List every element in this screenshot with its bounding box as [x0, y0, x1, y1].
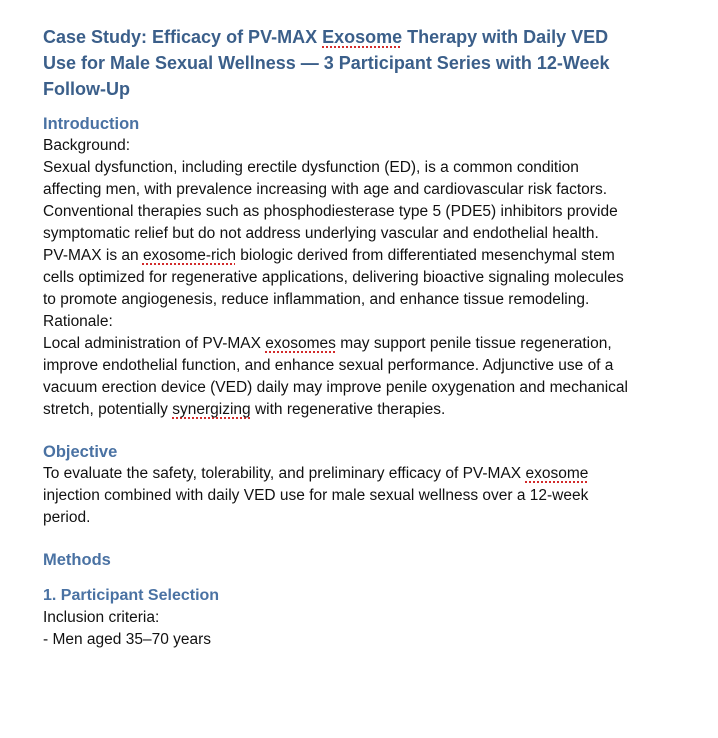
- inclusion-criteria-label: Inclusion criteria:: [43, 609, 160, 626]
- title-text-end: Therapy with Daily VED Use for Male Sexual Wellness — 3 Participant Series with 12-Week Follow-Up: [43, 27, 610, 99]
- spellcheck-flagged-word[interactable]: exosome-rich: [142, 247, 236, 264]
- introduction-heading: Introduction: [43, 115, 140, 133]
- background-p2-start: PV-MAX is an: [43, 247, 143, 264]
- objective-end: injection combined with daily VED use for male sexual wellness over a 12-week period.: [43, 487, 589, 526]
- methods-heading: Methods: [43, 551, 111, 569]
- rationale-paragraph: [43, 333, 628, 421]
- spellcheck-flagged-word[interactable]: exosomes: [265, 335, 336, 352]
- rationale-middle: may support penile tissue regeneration, improve endothelial function, and enhance sexual performance. Adjunctive use of a vacuum erection device (VED) daily may improve penile oxygenation and mechanical stretch, potentially: [43, 335, 628, 418]
- rationale-end: with regenerative therapies.: [250, 401, 446, 418]
- spellcheck-flagged-word[interactable]: Exosome: [322, 27, 403, 47]
- rationale-start: Local administration of PV-MAX: [43, 335, 266, 352]
- document-title: [43, 24, 643, 102]
- objective-start: To evaluate the safety, tolerability, and preliminary efficacy of PV-MAX: [43, 465, 526, 482]
- title-text-start: Case Study: Efficacy of PV-MAX: [43, 27, 323, 47]
- objective-heading: Objective: [43, 443, 118, 461]
- background-p2-end: biologic derived from differentiated mesenchymal stem cells optimized for regenerative applications, delivering bioactive signaling molecules to promote angiogenesis, reduce inflammation, and enhance tissue remodeling.: [43, 247, 624, 308]
- inclusion-criterion-item: - Men aged 35–70 years: [43, 631, 212, 648]
- spellcheck-flagged-word[interactable]: synergizing: [172, 401, 251, 418]
- rationale-label: Rationale:: [43, 313, 113, 330]
- participant-selection-heading: 1. Participant Selection: [43, 587, 220, 604]
- spellcheck-flagged-word[interactable]: exosome: [525, 465, 589, 482]
- background-label: Background:: [43, 137, 131, 154]
- background-paragraph-1: Sexual dysfunction, including erectile dysfunction (ED), is a common condition affecting men, with prevalence increasing with age and cardiovascular risk factors. Conventional therapies such as phosphodiesterase type 5 (PDE5) inhibitors provide symptomatic relief but do not address underlying vascular and endothelial health.: [43, 159, 618, 242]
- background-paragraph-2: [43, 245, 628, 311]
- objective-paragraph: [43, 463, 628, 529]
